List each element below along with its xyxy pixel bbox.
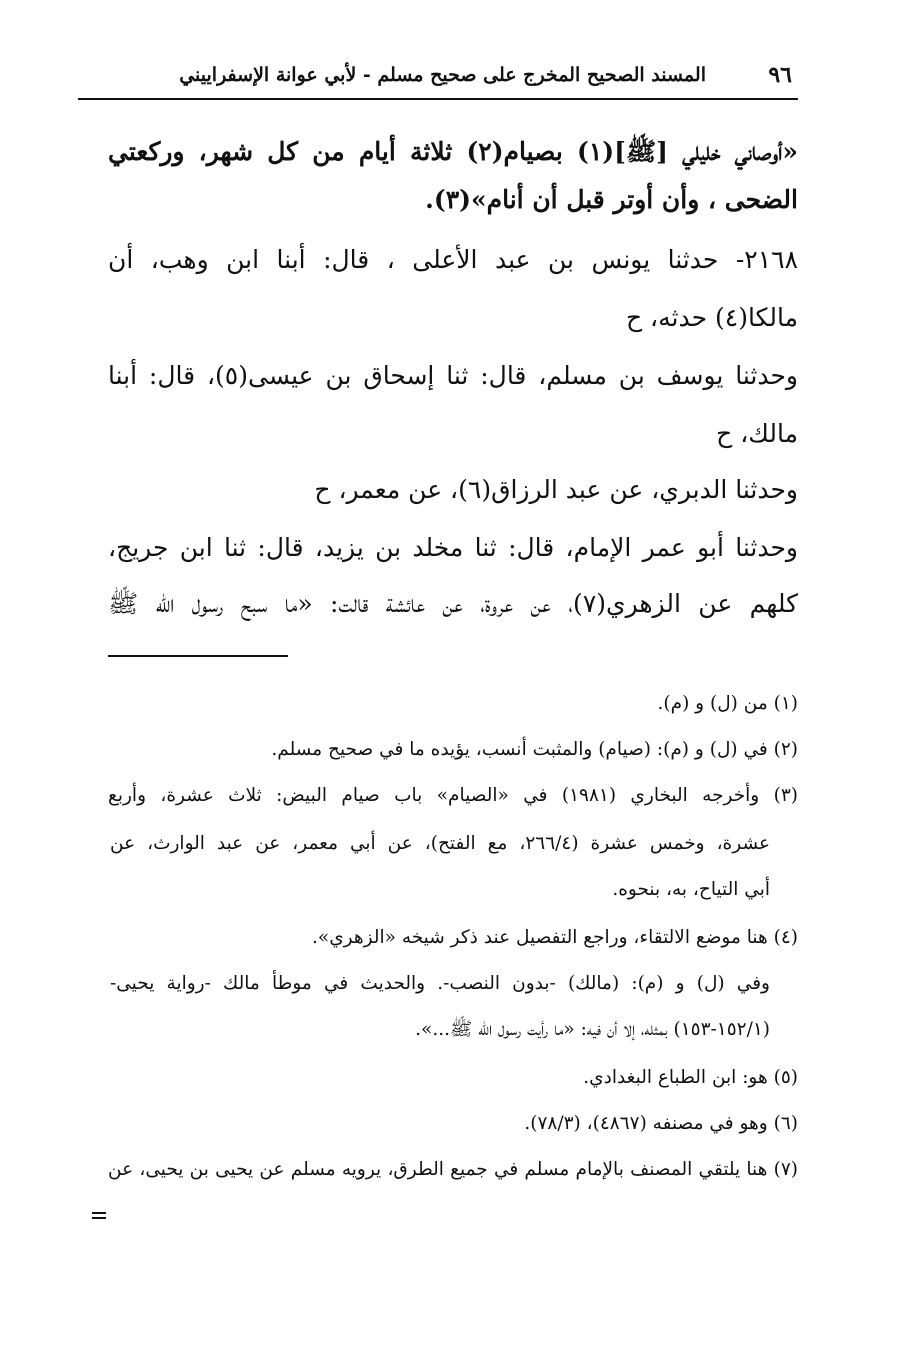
footnote-separator	[108, 655, 288, 657]
hadith-number-line: ٢١٦٨- حدثنا يونس بن عبد الأعلى ، قال: أبنا ابن وهب، أن	[108, 245, 798, 274]
body-line: مالكا(٤) حدثه، ح	[625, 303, 798, 332]
footnote: (٢) في (ل) و (م): (صيام) والمثبت أنسب، يؤيده ما في صحيح مسلم.	[271, 739, 798, 760]
body-line: الضحى ، وأن أوتر قبل أن أنام»(٣).	[425, 185, 798, 214]
body-line: وحدثنا الدبري، عن عبد الرزاق(٦)، عن معمر، ح	[314, 475, 798, 504]
footnote: (٧) هنا يلتقي المصنف بالإمام مسلم في جميع الطرق، يرويه مسلم عن يحيى بن يحيى، عن	[108, 1159, 798, 1180]
page-number: ٩٦	[768, 62, 792, 88]
footnote-continuation: وفي (ل) و (م): (مالك) -بدون النصب-. والحديث في موطأ مالك -رواية يحيى-	[110, 973, 770, 994]
footnote-continuation: (١٥٢/١-١٥٣) بمثله، إلا أن فيه: «ما رأيت رسول الله ﷺ...».	[415, 1019, 770, 1040]
footnote: (٣) وأخرجه البخاري (١٩٨١) في «الصيام» باب صيام البيض: ثلاث عشرة، وأربع	[108, 785, 798, 806]
footnote-continuation: عشرة، وخمس عشرة (٢٦٦/٤، مع الفتح)، عن أبي معمر، عن عبد الوارث، عن	[110, 833, 770, 854]
body-line: «أوصاني خليلي [ﷺ](١) بصيام(٢) ثلاثة أيام من كل شهر، وركعتي	[108, 137, 798, 166]
body-line: وحدثنا يوسف بن مسلم، قال: ثنا إسحاق بن عيسى(٥)، قال: أبنا	[108, 361, 798, 390]
footnote: (١) من (ل) و (م).	[657, 693, 798, 714]
running-header	[78, 58, 798, 100]
footnote: (٥) هو: ابن الطباع البغدادي.	[583, 1067, 798, 1088]
footnote: (٤) هنا موضع الالتقاء، وراجع التفصيل عند ذكر شيخه «الزهري».	[312, 927, 798, 948]
body-line: كلهم عن الزهري(٧)، عن عروة، عن عائشة قالت: «ما سبح رسول الله ﷺ	[108, 589, 798, 618]
running-title: المسند الصحيح المخرج على صحيح مسلم - لأبي عوانة الإسفراييني	[179, 64, 706, 86]
body-line: وحدثنا أبو عمر الإمام، قال: ثنا مخلد بن يزيد، قال: ثنا ابن جريج،	[108, 533, 798, 562]
body-line: مالك، ح	[716, 419, 798, 448]
continuation-mark	[92, 1212, 106, 1222]
footnote: (٦) وهو في مصنفه (٤٨٦٧)، (٧٨/٣).	[524, 1113, 798, 1134]
footnote-continuation: أبي التياح، به، بنحوه.	[612, 879, 770, 900]
